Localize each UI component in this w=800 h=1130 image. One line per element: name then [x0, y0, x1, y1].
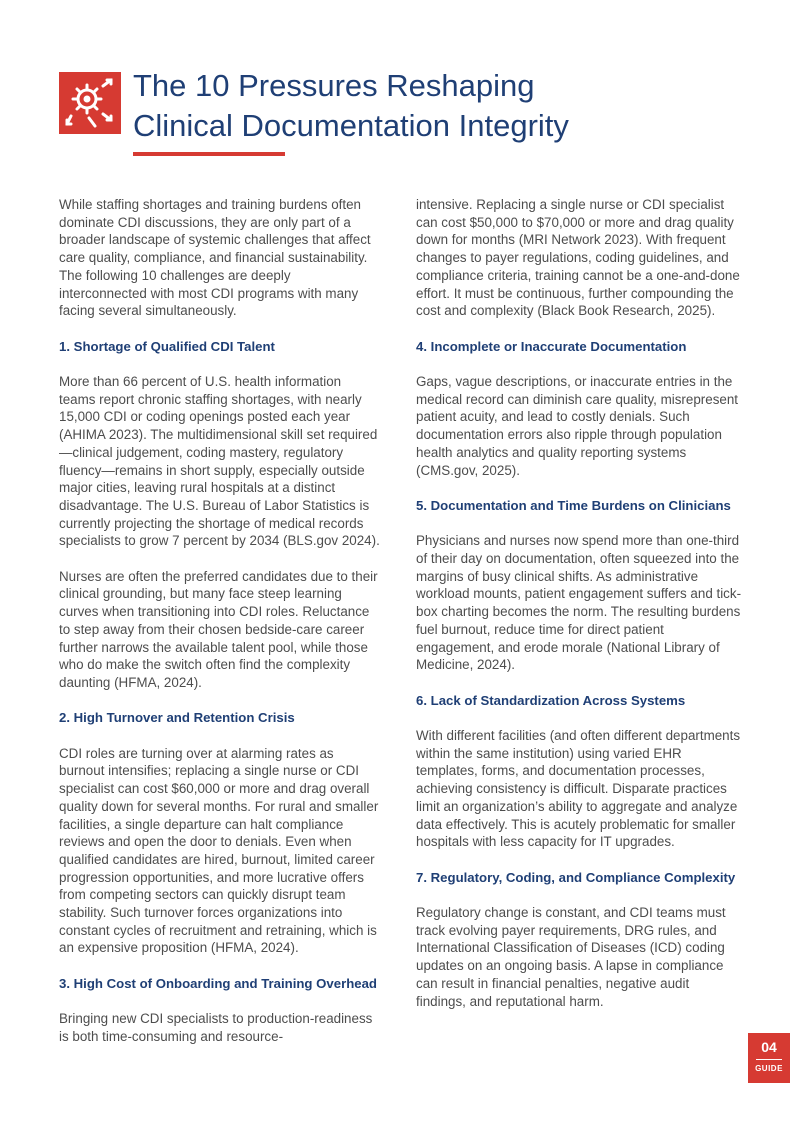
section-3-paragraph-cont: intensive. Replacing a single nurse or CDI specialist can cost $50,000 to $70,000 or more and drag quality down for months (MRI Network 2023). With frequent changes to payer regulations, coding guidelines, and compliance criteria, training cannot be a one-and-done effort. It must be continuous, further compounding the cost and complexity (Black Book Research, 2025).	[416, 197, 740, 319]
section-1-paragraph-2: Nurses are often the preferred candidates due to their clinical grounding, but many face steep learning curves when transitioning into CDI roles. Reluctance to step away from their chosen bedside-care career further narrows the available talent pool, while those who do make the switch often find the complexity daunting (HFMA, 2024).	[59, 568, 378, 690]
right-column	[416, 196, 742, 1028]
section-heading-4: 4. Incomplete or Inaccurate Documentation	[416, 338, 687, 354]
section-3-paragraph-start: Bringing new CDI specialists to production-readiness is both time-consuming and resource-	[59, 1011, 373, 1044]
section-1-paragraph-1: More than 66 percent of U.S. health information teams report chronic staffing shortages, with nearly 15,000 CDI or coding openings posted each year (AHIMA 2023). The multidimensional skill set required—clinical judgement, coding mastery, regulatory fluency—remains in short supply, especially outside major cities, leaving rural hospitals at a distinct disadvantage. The U.S. Bureau of Labor Statistics is currently projecting the shortage of medical records specialists to grow 7 percent by 2034 (BLS.gov 2024).	[59, 374, 380, 549]
section-6-paragraph: With different facilities (and often different departments within the same institution) using varied EHR templates, forms, and documentation processes, achieving consistency is difficult. Disparate practices limit an organization’s ability to aggregate and analyze data effectively. This is acutely problematic for smaller hospitals with less capacity for IT upgrades.	[416, 728, 741, 850]
page-title	[133, 66, 733, 146]
title-underline	[133, 152, 285, 156]
title-line-2: Clinical Documentation Integrity	[133, 108, 569, 143]
intro-paragraph: While staffing shortages and training burdens often dominate CDI discussions, they are only part of a broader landscape of systemic challenges that affect care quality, compliance, and financial sustainability. The following 10 challenges are deeply interconnected with most CDI programs with many facing several simultaneously.	[59, 197, 371, 319]
page-number: 04	[761, 1039, 777, 1055]
section-heading-1: 1. Shortage of Qualified CDI Talent	[59, 338, 275, 354]
section-4-paragraph: Gaps, vague descriptions, or inaccurate entries in the medical record can diminish care quality, misrepresent patient acuity, and lead to costly denials. Such documentation errors also ripple through population health analytics and quality reporting systems (CMS.gov, 2025).	[416, 374, 739, 478]
section-5-paragraph: Physicians and nurses now spend more than one-third of their day on documentation, often squeezed into the margins of busy clinical shifts. As administrative workload mounts, patient engagement suffers and tick-box charting becomes the norm. The resulting burdens fuel burnout, reduce time for direct patient engagement, and erode morale (National Library of Medicine, 2024).	[416, 533, 742, 673]
gear-arrows-icon	[59, 72, 121, 134]
section-heading-2: 2. High Turnover and Retention Crisis	[59, 710, 295, 726]
page-tab-label: GUIDE	[755, 1064, 783, 1073]
section-heading-5: 5. Documentation and Time Burdens on Clinicians	[416, 497, 731, 513]
page-tab-divider	[756, 1059, 782, 1060]
section-2-paragraph: CDI roles are turning over at alarming rates as burnout intensifies; replacing a single nurse or CDI specialist can cost $60,000 or more and drag overall quality down for several months. For rural and smaller facilities, a single departure can halt compliance reviews and open the door to denials. Even when qualified candidates are hired, burnout, limited career progression opportunities, and more lucrative offers from competing sectors can quickly disrupt team stability. Such turnover forces organizations into constant cycles of recruitment and retraining, which is an expensive proposition (HFMA, 2024).	[59, 745, 379, 956]
left-column	[59, 196, 381, 1063]
section-7-paragraph: Regulatory change is constant, and CDI teams must track evolving payer requirements, DRG rules, and International Classification of Diseases (ICD) coding updates on an ongoing basis. A lapse in compliance can result in financial penalties, negative audit findings, and reputational harm.	[416, 905, 726, 1009]
title-line-1: The 10 Pressures Reshaping	[133, 68, 535, 103]
section-heading-7: 7. Regulatory, Coding, and Compliance Complexity	[416, 869, 736, 885]
section-heading-3: 3. High Cost of Onboarding and Training Overhead	[59, 975, 377, 991]
section-heading-6: 6. Lack of Standardization Across Systems	[416, 692, 686, 708]
page-number-tab	[748, 1033, 790, 1083]
